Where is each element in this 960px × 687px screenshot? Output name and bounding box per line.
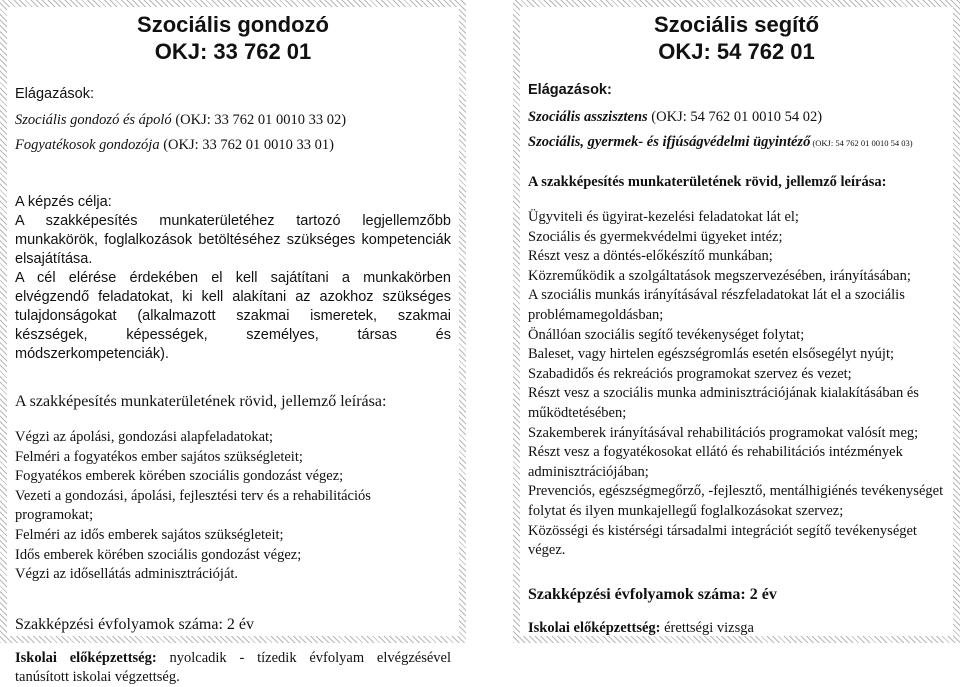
list-item: Részt vesz a szociális munka adminisztrációjának kialakításában és működtetésében; xyxy=(528,385,919,421)
right-title-code: OKJ: 54 762 01 xyxy=(658,39,815,64)
list-item: Idős emberek körében szociális gondozást végez; xyxy=(15,546,302,563)
left-goal-para-2: A cél elérése érdekében el kell sajátítani a munkakörben elvégzendő feladatokat, ki kell alakítani az azokhoz szükséges tulajdonságokat (alkalmazott szakmai ismeretek, szakmai készségek, képességek, személyes, társas és módszerkompetenciák). xyxy=(15,270,451,362)
right-branch-1: Szociális asszisztens (OKJ: 54 762 01 0010 54 02) xyxy=(528,109,823,125)
right-title xyxy=(528,11,945,65)
left-desc-list xyxy=(15,428,451,585)
right-title-name: Szociális segítő xyxy=(653,12,820,37)
right-branch-2: Szociális, gyermek- és ifjúságvédelmi ügyintéző (OKJ: 54 762 01 0010 54 03) xyxy=(528,134,913,150)
list-item: Önállóan szociális segítő tevékenységet folytat; xyxy=(528,326,805,343)
list-item: Részt vesz a fogyatékosokat ellátó és rehabilitációs intézmények adminisztrációjában; xyxy=(528,444,903,480)
left-years-heading: Szakképzési évfolyamok száma: 2 év xyxy=(15,615,255,633)
list-item: Szakemberek irányításával rehabilitációs programokat valósít meg; xyxy=(528,424,919,441)
right-branches-label: Elágazások: xyxy=(528,82,612,98)
list-item: Közösségi és kistérségi társadalmi integrációt segítő tevékenységet végez. xyxy=(528,522,917,559)
right-desc-heading: A szakképesítés munkaterületének rövid, jellemző leírása: xyxy=(528,174,887,190)
list-item: Vezeti a gondozási, ápolási, fejlesztési terv és a rehabilitációs programokat; xyxy=(15,487,371,524)
list-item: Részt vesz a döntés-előkészítő munkában; xyxy=(528,248,773,265)
list-item: Végzi az idősellátás adminisztrációját. xyxy=(15,566,239,583)
list-item: Felméri a fogyatékos ember sajátos szükségleteit; xyxy=(15,448,303,465)
list-item: Prevenciós, egészségmegőrző, -fejlesztő, mentálhigiénés tevékenységet folytat és ilyen munkajellegű foglalkozásokat szervez; xyxy=(528,483,944,519)
left-title-code: OKJ: 33 762 01 xyxy=(154,39,312,64)
left-prereq: Iskolai előképzettség: nyolcadik - tízedik évfolyam elvégzésével tanúsított iskolai végzettség. xyxy=(15,649,451,685)
left-desc-heading: A szakképesítés munkaterületének rövid, jellemző leírása: xyxy=(15,393,387,410)
left-goal-para-1: A szakképesítés munkaterületéhez tartozó legjellemzőbb munkakörök, foglalkozások betöltéséhez szükséges kompetenciák elsajátítása. xyxy=(15,213,451,267)
list-item: Szociális és gyermekvédelmi ügyeket intéz; xyxy=(528,228,783,245)
list-item: Közreműködik a szolgáltatások megszervezésében, irányításában; xyxy=(528,267,911,284)
list-item: Végzi az ápolási, gondozási alapfeladatokat; xyxy=(15,429,274,445)
right-desc-list xyxy=(528,208,945,561)
left-title xyxy=(15,11,451,65)
list-item: Baleset, vagy hirtelen egészségromlás esetén elsősegélyt nyújt; xyxy=(528,346,895,363)
right-prereq: Iskolai előképzettség: érettségi vizsga xyxy=(528,619,754,636)
left-goal-heading: A képzés célja: xyxy=(15,194,112,210)
right-years-heading: Szakképzési évfolyamok száma: 2 év xyxy=(528,585,777,603)
left-branch-2: Fogyatékosok gondozója (OKJ: 33 762 01 0010 33 01) xyxy=(15,137,334,153)
right-panel xyxy=(513,0,960,643)
list-item: Felméri az idős emberek sajátos szükségleteit; xyxy=(15,526,284,543)
list-item: Szabadidős és rekreációs programokat szervez és vezet; xyxy=(528,365,852,382)
left-branch-1: Szociális gondozó és ápoló (OKJ: 33 762 01 0010 33 02) xyxy=(15,112,347,128)
left-panel xyxy=(0,0,466,685)
left-title-name: Szociális gondozó xyxy=(137,12,329,37)
list-item: Fogyatékos emberek körében szociális gondozást végez; xyxy=(15,468,344,485)
left-branches-label: Elágazások: xyxy=(15,86,94,102)
list-item: Ügyviteli és ügyirat-kezelési feladatokat lát el; xyxy=(528,209,799,225)
list-item: A szociális munkás irányításával részfeladatokat lát el a szociális problémamegoldásban; xyxy=(528,287,905,323)
